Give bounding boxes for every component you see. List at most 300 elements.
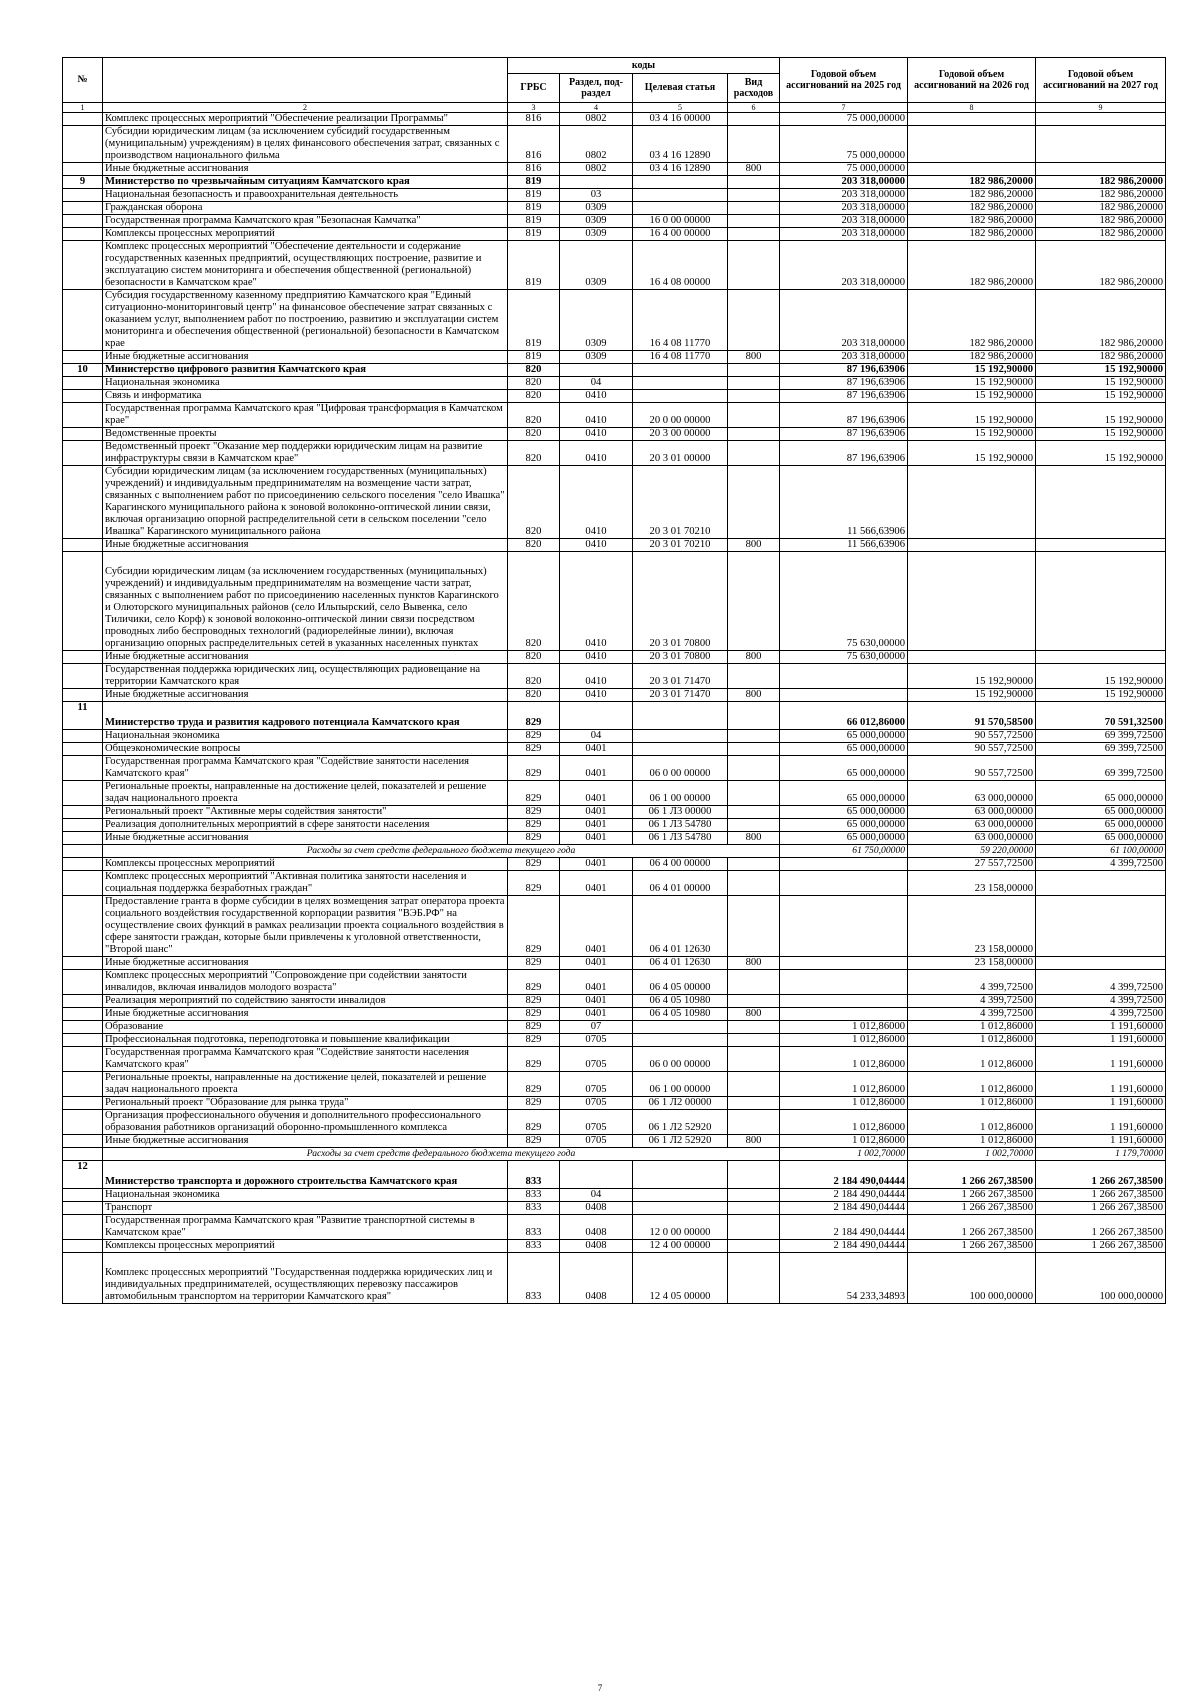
grbs-code: 829 [508, 702, 560, 730]
grbs-code: 829 [508, 1034, 560, 1047]
amount-2026: 63 000,00000 [908, 781, 1036, 806]
target-article-code: 06 4 05 00000 [633, 970, 728, 995]
amount-2027: 65 000,00000 [1036, 819, 1166, 832]
header-tsel: Целевая статья [633, 74, 728, 103]
amount-2025: 1 012,86000 [780, 1135, 908, 1148]
amount-2026 [908, 539, 1036, 552]
razdel-code: 0410 [560, 428, 633, 441]
target-article-code [633, 1021, 728, 1034]
amount-2027: 69 399,72500 [1036, 743, 1166, 756]
row-name: Субсидии юридическим лицам (за исключением государственных (муниципальных) учреждений) и индивидуальным предпринимателям на возмещение части затрат, связанных с выполнением работ по присоединению сельского поселения "село Ивашка" Карагинского муниципального района к зоновой волоконно-оптической линии связи, включая организацию опорной распределительной сети в сельском поселении "село Ивашка" Карагинского муниципального района [103, 466, 508, 539]
table-row [63, 957, 1166, 970]
grbs-code: 820 [508, 403, 560, 428]
razdel-code: 0401 [560, 806, 633, 819]
row-number [63, 228, 103, 241]
amount-2025 [780, 664, 908, 689]
row-number [63, 428, 103, 441]
row-number [63, 1202, 103, 1215]
grbs-code: 819 [508, 189, 560, 202]
table-row [63, 1021, 1166, 1034]
grbs-code: 829 [508, 1097, 560, 1110]
razdel-code: 0309 [560, 290, 633, 351]
amount-2027: 1 191,60000 [1036, 1135, 1166, 1148]
amount-2025: 87 196,63906 [780, 364, 908, 377]
target-article-code: 16 4 08 00000 [633, 241, 728, 290]
header-num: № [63, 58, 103, 103]
amount-2027: 65 000,00000 [1036, 806, 1166, 819]
target-article-code: 20 3 01 71470 [633, 664, 728, 689]
grbs-code: 816 [508, 113, 560, 126]
razdel-code: 0401 [560, 756, 633, 781]
amount-2026: 1 266 267,38500 [908, 1189, 1036, 1202]
target-article-code: 20 3 01 70800 [633, 651, 728, 664]
row-name: Субсидия государственному казенному предприятию Камчатского края "Единый ситуационно-мониторинговый центр" на финансовое обеспечение затрат связанных с оказанием услуг, выполнением работ по построению, развитию и эксплуатации систем мониторинга и обеспечения общественной (региональной) безопасности в Камчатском крае [103, 290, 508, 351]
grbs-code: 829 [508, 730, 560, 743]
razdel-code: 0802 [560, 163, 633, 176]
razdel-code [560, 364, 633, 377]
row-number [63, 552, 103, 651]
target-article-code: 06 4 00 00000 [633, 858, 728, 871]
razdel-code: 0401 [560, 995, 633, 1008]
amount-2027: 70 591,32500 [1036, 702, 1166, 730]
table-row [63, 871, 1166, 896]
row-number [63, 819, 103, 832]
expense-type-code [728, 215, 780, 228]
amount-2025: 65 000,00000 [780, 743, 908, 756]
amount-2026: 1 266 267,38500 [908, 1161, 1036, 1189]
expense-type-code [728, 176, 780, 189]
row-name: Государственная программа Камчатского края "Развитие транспортной системы в Камчатском крае" [103, 1215, 508, 1240]
target-article-code [633, 390, 728, 403]
row-name: Министерство цифрового развития Камчатского края [103, 364, 508, 377]
grbs-code: 829 [508, 871, 560, 896]
target-article-code: 06 0 00 00000 [633, 1047, 728, 1072]
amount-2027: 182 986,20000 [1036, 290, 1166, 351]
table-row [63, 970, 1166, 995]
razdel-code: 0309 [560, 351, 633, 364]
row-name: Субсидии юридическим лицам (за исключением субсидий государственным (муниципальным) учреждениям) в целях финансового обеспечения затрат, связанных с производством национального фильма [103, 126, 508, 163]
target-article-code: 16 4 08 11770 [633, 351, 728, 364]
expense-type-code [728, 1240, 780, 1253]
row-name: Иные бюджетные ассигнования [103, 351, 508, 364]
table-row [63, 1047, 1166, 1072]
row-number [63, 163, 103, 176]
row-name: Комплексы процессных мероприятий [103, 228, 508, 241]
expense-type-code: 800 [728, 1008, 780, 1021]
table-row [63, 806, 1166, 819]
expense-type-code [728, 1034, 780, 1047]
row-name: Реализация мероприятий по содействию занятости инвалидов [103, 995, 508, 1008]
table-row [63, 1189, 1166, 1202]
federal-share-label: Расходы за счет средств федерального бюджета текущего года [103, 845, 780, 858]
target-article-code [633, 702, 728, 730]
row-name: Комплекс процессных мероприятий "Государственная поддержка юридических лиц и индивидуальных предпринимателей, осуществляющих перевозку пассажиров автомобильным транспортом на территории Камчатского края" [103, 1253, 508, 1304]
amount-2025: 65 000,00000 [780, 832, 908, 845]
grbs-code: 829 [508, 1047, 560, 1072]
target-article-code: 06 1 Л2 52920 [633, 1135, 728, 1148]
column-index: 1 [63, 103, 103, 113]
column-index: 4 [560, 103, 633, 113]
row-name: Министерство по чрезвычайным ситуациям Камчатского края [103, 176, 508, 189]
table-row [63, 781, 1166, 806]
row-number [63, 1097, 103, 1110]
razdel-code: 03 [560, 189, 633, 202]
expense-type-code [728, 819, 780, 832]
grbs-code: 820 [508, 552, 560, 651]
amount-2025: 2 184 490,04444 [780, 1189, 908, 1202]
row-number [63, 441, 103, 466]
target-article-code [633, 1202, 728, 1215]
table-row [63, 819, 1166, 832]
amount-2025: 75 000,00000 [780, 126, 908, 163]
target-article-code: 20 3 01 70800 [633, 552, 728, 651]
row-name: Гражданская оборона [103, 202, 508, 215]
amount-2025: 75 630,00000 [780, 651, 908, 664]
target-article-code: 06 4 01 12630 [633, 896, 728, 957]
grbs-code: 829 [508, 806, 560, 819]
table-row [63, 1215, 1166, 1240]
razdel-code: 04 [560, 730, 633, 743]
razdel-code: 0401 [560, 819, 633, 832]
razdel-code: 0401 [560, 871, 633, 896]
amount-2026: 63 000,00000 [908, 819, 1036, 832]
expense-type-code [728, 664, 780, 689]
amount-2026: 182 986,20000 [908, 228, 1036, 241]
grbs-code: 829 [508, 1008, 560, 1021]
row-number [63, 1240, 103, 1253]
expense-type-code [728, 858, 780, 871]
amount-2027: 4 399,72500 [1036, 858, 1166, 871]
table-row [63, 832, 1166, 845]
amount-2027: 182 986,20000 [1036, 241, 1166, 290]
row-number [63, 113, 103, 126]
amount-2027: 100 000,00000 [1036, 1253, 1166, 1304]
row-name: Комплексы процессных мероприятий [103, 858, 508, 871]
row-name: Государственная программа Камчатского края "Содействие занятости населения Камчатского края" [103, 756, 508, 781]
amount-2026: 182 986,20000 [908, 189, 1036, 202]
column-index: 7 [780, 103, 908, 113]
target-article-code: 06 1 Л2 52920 [633, 1110, 728, 1135]
razdel-code: 0410 [560, 651, 633, 664]
amount-2026: 15 192,90000 [908, 664, 1036, 689]
expense-type-code [728, 441, 780, 466]
amount-2025 [780, 957, 908, 970]
grbs-code: 829 [508, 995, 560, 1008]
amount-2025 [780, 896, 908, 957]
grbs-code: 819 [508, 176, 560, 189]
target-article-code [633, 189, 728, 202]
table-row [63, 689, 1166, 702]
amount-2026: 1 012,86000 [908, 1072, 1036, 1097]
grbs-code: 820 [508, 377, 560, 390]
table-row [63, 664, 1166, 689]
page-number: 7 [597, 1683, 603, 1693]
table-row [63, 1253, 1166, 1304]
row-name: Общеэкономические вопросы [103, 743, 508, 756]
target-article-code: 06 1 00 00000 [633, 781, 728, 806]
row-number [63, 241, 103, 290]
table-row [63, 390, 1166, 403]
row-name: Региональный проект "Образование для рынка труда" [103, 1097, 508, 1110]
amount-2027 [1036, 113, 1166, 126]
amount-2027: 1 191,60000 [1036, 1072, 1166, 1097]
grbs-code: 833 [508, 1189, 560, 1202]
row-number [63, 730, 103, 743]
amount-2026: 59 220,00000 [908, 845, 1036, 858]
razdel-code: 0705 [560, 1135, 633, 1148]
amount-2026: 23 158,00000 [908, 896, 1036, 957]
amount-2027 [1036, 896, 1166, 957]
row-number [63, 390, 103, 403]
amount-2027: 1 191,60000 [1036, 1047, 1166, 1072]
row-number [63, 832, 103, 845]
row-name: Профессиональная подготовка, переподготовка и повышение квалификации [103, 1034, 508, 1047]
amount-2026: 91 570,58500 [908, 702, 1036, 730]
table-row [63, 202, 1166, 215]
row-number [63, 781, 103, 806]
expense-type-code [728, 390, 780, 403]
row-number [63, 756, 103, 781]
row-number [63, 871, 103, 896]
amount-2027: 15 192,90000 [1036, 441, 1166, 466]
razdel-code: 0309 [560, 241, 633, 290]
amount-2025: 87 196,63906 [780, 377, 908, 390]
row-number [63, 1021, 103, 1034]
table-row [63, 466, 1166, 539]
row-number: 9 [63, 176, 103, 189]
razdel-code: 04 [560, 377, 633, 390]
expense-type-code [728, 126, 780, 163]
razdel-code [560, 176, 633, 189]
amount-2026: 23 158,00000 [908, 871, 1036, 896]
grbs-code: 820 [508, 689, 560, 702]
amount-2025: 75 000,00000 [780, 113, 908, 126]
target-article-code: 06 4 05 10980 [633, 1008, 728, 1021]
grbs-code: 829 [508, 1135, 560, 1148]
table-row [63, 126, 1166, 163]
grbs-code: 820 [508, 364, 560, 377]
razdel-code: 0802 [560, 113, 633, 126]
expense-type-code: 800 [728, 957, 780, 970]
table-row [63, 1240, 1166, 1253]
table-row [63, 1202, 1166, 1215]
razdel-code: 0401 [560, 1008, 633, 1021]
target-article-code: 06 1 Л3 54780 [633, 832, 728, 845]
table-row [63, 743, 1166, 756]
razdel-code: 0309 [560, 215, 633, 228]
row-number [63, 1008, 103, 1021]
table-row [63, 428, 1166, 441]
expense-type-code [728, 702, 780, 730]
grbs-code: 820 [508, 390, 560, 403]
amount-2027 [1036, 466, 1166, 539]
expense-type-code [728, 428, 780, 441]
amount-2027: 61 100,00000 [1036, 845, 1166, 858]
amount-2025: 1 012,86000 [780, 1047, 908, 1072]
amount-2026: 4 399,72500 [908, 1008, 1036, 1021]
grbs-code: 820 [508, 466, 560, 539]
amount-2025: 1 012,86000 [780, 1034, 908, 1047]
amount-2026: 15 192,90000 [908, 390, 1036, 403]
table-row [63, 351, 1166, 364]
target-article-code [633, 1034, 728, 1047]
razdel-code: 0408 [560, 1240, 633, 1253]
target-article-code: 03 4 16 00000 [633, 113, 728, 126]
amount-2027: 1 266 267,38500 [1036, 1202, 1166, 1215]
amount-2026: 182 986,20000 [908, 351, 1036, 364]
amount-2027: 182 986,20000 [1036, 215, 1166, 228]
amount-2026: 1 266 267,38500 [908, 1240, 1036, 1253]
expense-type-code [728, 113, 780, 126]
amount-2027: 65 000,00000 [1036, 781, 1166, 806]
grbs-code: 820 [508, 664, 560, 689]
header-name [103, 58, 508, 103]
target-article-code: 20 0 00 00000 [633, 403, 728, 428]
amount-2027: 15 192,90000 [1036, 428, 1166, 441]
target-article-code [633, 176, 728, 189]
amount-2027: 4 399,72500 [1036, 995, 1166, 1008]
target-article-code: 06 4 01 12630 [633, 957, 728, 970]
target-article-code [633, 730, 728, 743]
razdel-code: 0705 [560, 1072, 633, 1097]
row-number [63, 970, 103, 995]
header-codes: коды [508, 58, 780, 74]
expense-type-code [728, 1253, 780, 1304]
amount-2027 [1036, 651, 1166, 664]
grbs-code: 833 [508, 1240, 560, 1253]
amount-2026: 1 012,86000 [908, 1034, 1036, 1047]
amount-2025: 203 318,00000 [780, 228, 908, 241]
razdel-code: 0408 [560, 1253, 633, 1304]
expense-type-code: 800 [728, 1135, 780, 1148]
expense-type-code [728, 228, 780, 241]
grbs-code: 820 [508, 428, 560, 441]
row-name: Национальная экономика [103, 1189, 508, 1202]
target-article-code [633, 364, 728, 377]
target-article-code [633, 377, 728, 390]
row-number [63, 1189, 103, 1202]
razdel-code: 0705 [560, 1034, 633, 1047]
target-article-code [633, 202, 728, 215]
row-number [63, 806, 103, 819]
row-name: Национальная безопасность и правоохранительная деятельность [103, 189, 508, 202]
row-number [63, 202, 103, 215]
amount-2027: 1 266 267,38500 [1036, 1189, 1166, 1202]
grbs-code: 819 [508, 351, 560, 364]
amount-2025 [780, 858, 908, 871]
row-number [63, 1135, 103, 1148]
grbs-code: 819 [508, 202, 560, 215]
expense-type-code [728, 241, 780, 290]
grbs-code: 833 [508, 1202, 560, 1215]
expense-type-code [728, 806, 780, 819]
amount-2027 [1036, 871, 1166, 896]
header-razdel: Раздел, под-раздел [560, 74, 633, 103]
amount-2025: 1 002,70000 [780, 1148, 908, 1161]
row-number [63, 1034, 103, 1047]
amount-2026: 4 399,72500 [908, 970, 1036, 995]
row-number [63, 1110, 103, 1135]
table-row [63, 896, 1166, 957]
federal-share-row [63, 1148, 1166, 1161]
amount-2027: 1 266 267,38500 [1036, 1215, 1166, 1240]
target-article-code: 16 4 08 11770 [633, 290, 728, 351]
expense-type-code [728, 1097, 780, 1110]
column-index: 8 [908, 103, 1036, 113]
grbs-code: 829 [508, 970, 560, 995]
row-name: Предоставление гранта в форме субсидии в целях возмещения затрат оператора проекта социального воздействия государственной корпорации развития "ВЭБ.РФ" на осуществление своих функций в рамках реализации проекта социального воздействия в сфере занятости граждан, которые были привлечены к уголовной ответственности, "Второй шанс" [103, 896, 508, 957]
column-index: 5 [633, 103, 728, 113]
grbs-code: 829 [508, 743, 560, 756]
target-article-code: 16 0 00 00000 [633, 215, 728, 228]
expense-type-code: 800 [728, 689, 780, 702]
expense-type-code [728, 1202, 780, 1215]
razdel-code: 0401 [560, 781, 633, 806]
row-number [63, 189, 103, 202]
table-row [63, 377, 1166, 390]
expense-type-code: 800 [728, 539, 780, 552]
amount-2025 [780, 970, 908, 995]
table-row [63, 539, 1166, 552]
amount-2026: 100 000,00000 [908, 1253, 1036, 1304]
amount-2025: 65 000,00000 [780, 730, 908, 743]
amount-2027: 15 192,90000 [1036, 390, 1166, 403]
amount-2026: 90 557,72500 [908, 756, 1036, 781]
target-article-code: 20 3 01 70210 [633, 466, 728, 539]
target-article-code: 12 0 00 00000 [633, 1215, 728, 1240]
amount-2025: 203 318,00000 [780, 351, 908, 364]
row-number [63, 377, 103, 390]
amount-2026 [908, 163, 1036, 176]
grbs-code: 833 [508, 1215, 560, 1240]
razdel-code: 0410 [560, 390, 633, 403]
grbs-code: 820 [508, 539, 560, 552]
expense-type-code [728, 743, 780, 756]
amount-2025: 2 184 490,04444 [780, 1161, 908, 1189]
amount-2025: 11 566,63906 [780, 539, 908, 552]
row-number [63, 651, 103, 664]
amount-2027: 1 179,70000 [1036, 1148, 1166, 1161]
target-article-code: 06 1 Л2 00000 [633, 1097, 728, 1110]
target-article-code: 06 4 05 10980 [633, 995, 728, 1008]
target-article-code: 20 3 00 00000 [633, 428, 728, 441]
amount-2025 [780, 689, 908, 702]
amount-2026: 182 986,20000 [908, 241, 1036, 290]
amount-2025: 65 000,00000 [780, 806, 908, 819]
row-number [63, 290, 103, 351]
row-name: Образование [103, 1021, 508, 1034]
amount-2027: 4 399,72500 [1036, 970, 1166, 995]
amount-2026 [908, 126, 1036, 163]
amount-2025: 2 184 490,04444 [780, 1240, 908, 1253]
amount-2026: 182 986,20000 [908, 176, 1036, 189]
razdel-code: 0401 [560, 970, 633, 995]
amount-2025: 75 000,00000 [780, 163, 908, 176]
grbs-code: 833 [508, 1253, 560, 1304]
expense-type-code: 800 [728, 163, 780, 176]
row-name: Организация профессионального обучения и дополнительного профессионального образования работников организаций оборонно-промышленного комплекса [103, 1110, 508, 1135]
row-number [63, 689, 103, 702]
amount-2026: 1 002,70000 [908, 1148, 1036, 1161]
expense-type-code [728, 466, 780, 539]
amount-2025: 2 184 490,04444 [780, 1202, 908, 1215]
amount-2025 [780, 995, 908, 1008]
amount-2026: 63 000,00000 [908, 832, 1036, 845]
amount-2026: 90 557,72500 [908, 730, 1036, 743]
table-row [63, 730, 1166, 743]
table-row [63, 858, 1166, 871]
table-row [63, 441, 1166, 466]
